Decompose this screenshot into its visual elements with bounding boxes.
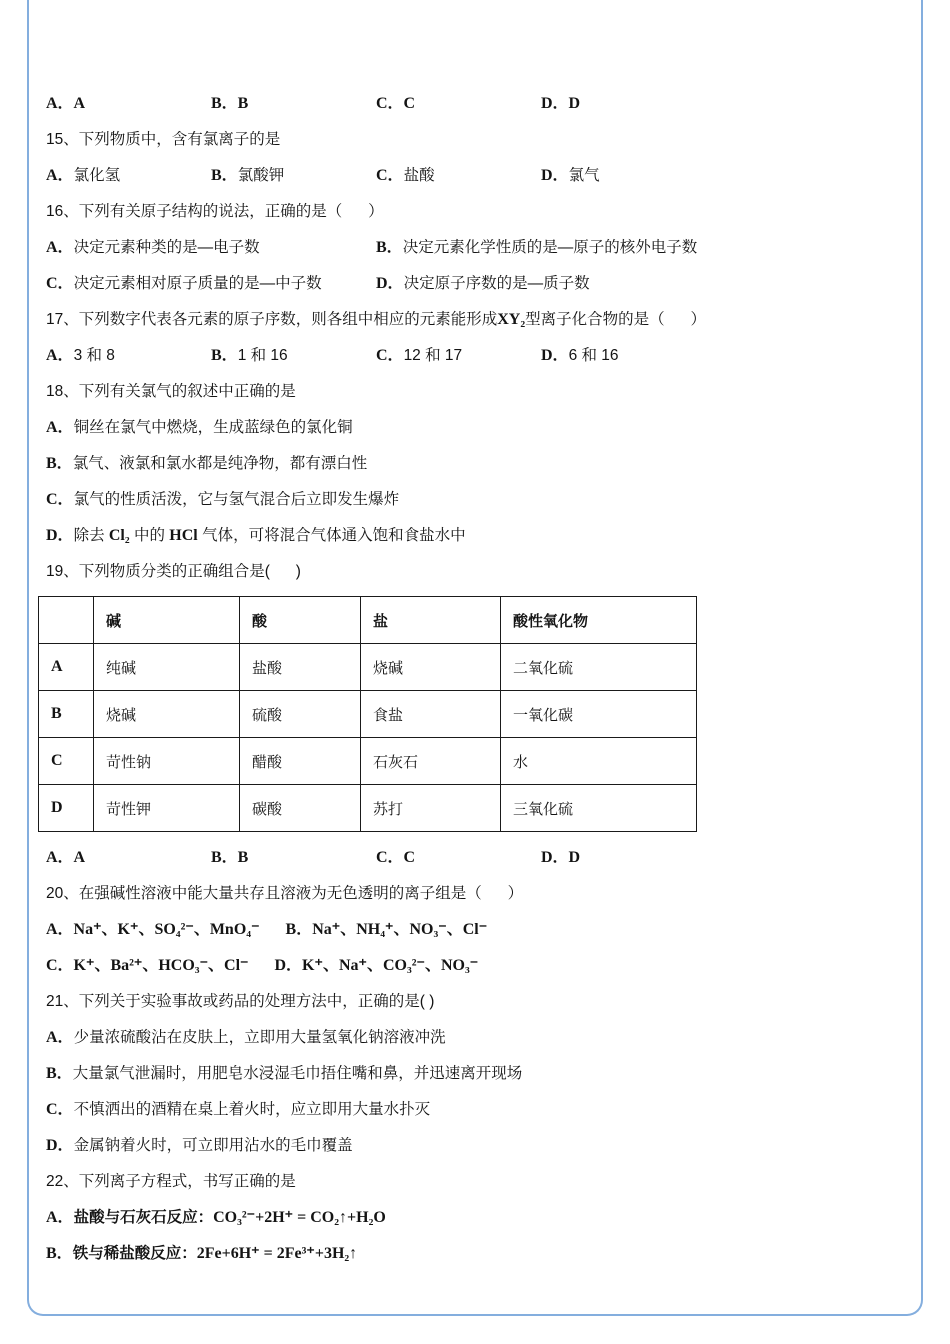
option [376,237,898,259]
table-row [39,691,697,738]
option [46,446,898,482]
option [46,847,211,869]
chemical-formula: C．C [376,849,416,867]
table-cell: 醋酸 [240,738,361,785]
chemical-formula: D． [541,167,569,185]
question-q15 [46,122,898,194]
text-run: 氯气的性质活泼，它与氢气混合后立即发生爆炸 [73,490,400,508]
chemical-formula: A． [46,167,74,185]
table-cell: 碳酸 [240,785,361,832]
text-run: 气体，可将混合气体通入饱和食盐水中 [197,526,466,544]
option [46,1200,898,1236]
chemical-formula: C． [376,347,404,365]
chemical-formula: B．B [211,849,249,867]
question-q21 [46,984,898,1164]
text-run: 决定原子序数的是—质子数 [403,275,590,293]
options-row [46,158,898,194]
text-run: 氯气 [568,167,600,185]
chemical-formula: HCl [169,527,198,545]
table-cell: 食盐 [361,691,501,738]
chemical-formula: B． [46,455,73,473]
question-q17 [46,302,898,374]
text-run: 1 和 16 [237,347,288,365]
option [376,93,541,115]
question-stem [46,122,898,158]
chemical-formula: C． [46,491,74,509]
text-run: 除去 [73,526,109,544]
table-header-cell: 酸 [240,597,361,644]
text-run: 少量浓硫酸沾在皮肤上，立即用大量氢氧化钠溶液冲洗 [73,1028,446,1046]
options-row [46,86,898,122]
chemical-formula: C． [376,167,404,185]
chemical-formula: B．Na⁺、NH₄⁺、NO₃⁻、Cl⁻ [285,921,488,939]
text-run: 氯化氢 [73,167,121,185]
table-cell: 盐酸 [240,644,361,691]
table-cell: 石灰石 [361,738,501,785]
question-q18 [46,374,898,554]
option [46,237,376,259]
table-header-cell: 酸性氧化物 [501,597,697,644]
table-cell: 纯碱 [94,644,240,691]
option [541,93,898,115]
chemical-formula: A．A [46,849,86,867]
table-cell: A [39,644,94,691]
option [46,273,376,295]
options-row [46,948,898,984]
option [376,165,541,187]
option [286,919,488,941]
option [46,1056,898,1092]
text-run: 中的 [129,526,170,544]
option [46,482,898,518]
chemical-formula: D．D [541,849,581,867]
table-cell: D [39,785,94,832]
option [541,345,898,367]
text-run: 16、下列有关原子结构的说法，正确的是（ ） [46,202,384,220]
option [46,345,211,367]
option [46,93,211,115]
text-run: 不慎洒出的酒精在桌上着火时，应立即用大量水扑灭 [73,1100,431,1118]
question-stem [46,302,898,338]
chemical-formula: B．B [211,95,249,113]
chemical-formula: A． [46,347,74,365]
text-run: 21、下列关于实验事故或药品的处理方法中，正确的是( ) [46,992,435,1010]
chemical-formula: D． [541,347,569,365]
option [211,93,376,115]
text-run: 15、下列物质中，含有氯离子的是 [46,130,281,148]
table-row [39,785,697,832]
option [376,273,898,295]
question-stem [46,194,898,230]
text-run: 型离子化合物的是（ ） [525,310,706,328]
chemical-formula: C． [46,275,74,293]
text-run: 19、下列物质分类的正确组合是( ) [46,562,301,580]
chemical-formula: Cl₂ [108,527,130,545]
option [46,1236,898,1272]
text-run: 氯酸钾 [237,167,285,185]
option [46,518,898,554]
question-q19 [46,554,898,876]
question-q16 [46,194,898,302]
chemical-formula: D．D [541,95,581,113]
question-q20 [46,876,898,984]
table-cell: 烧碱 [94,691,240,738]
table-cell: 苛性钾 [94,785,240,832]
text-run: 铜丝在氯气中燃烧，生成蓝绿色的氯化铜 [73,418,353,436]
chemical-formula: C．C [376,95,416,113]
table-cell: 苏打 [361,785,501,832]
option [46,1128,898,1164]
chemical-formula: B． [46,1065,73,1083]
option [46,165,211,187]
table-header-cell [39,597,94,644]
chemical-formula: B． [376,239,403,257]
question-stem [46,984,898,1020]
question-stem [46,554,898,590]
option [46,1020,898,1056]
text-run: 6 和 16 [568,347,619,365]
table-header-row [39,597,697,644]
chemical-formula: A．A [46,95,86,113]
table-cell: C [39,738,94,785]
text-run: 决定元素化学性质的是—原子的核外电子数 [402,239,698,257]
text-run: 18、下列有关氯气的叙述中正确的是 [46,382,296,400]
table-cell: 三氧化硫 [501,785,697,832]
text-run: 3 和 8 [73,347,115,365]
chemical-formula: D． [376,275,404,293]
chemical-formula: B． [211,347,238,365]
option [211,345,376,367]
option [541,165,898,187]
table-cell: 一氧化碳 [501,691,697,738]
text-run: 金属钠着火时，可立即用沾水的毛巾覆盖 [73,1136,353,1154]
text-run: 盐酸 [403,167,435,185]
options-row [46,230,898,266]
table-cell: 烧碱 [361,644,501,691]
chemical-formula: XY₂ [497,311,526,329]
chemical-formula: C． [46,1101,74,1119]
chemical-formula: A． [46,1029,74,1047]
table-row [39,644,697,691]
table-cell: 硫酸 [240,691,361,738]
chemical-formula: D． [46,1137,74,1155]
chemical-formula: C．K⁺、Ba²⁺、HCO₃⁻、Cl⁻ [46,957,249,975]
option [46,955,249,977]
text-run: 氯气、液氯和氯水都是纯净物，都有漂白性 [72,454,368,472]
text-run: 盐酸与石灰石反应： [73,1208,214,1226]
question-stem [46,1164,898,1200]
options-row [46,912,898,948]
option [211,165,376,187]
options-row [46,840,898,876]
text-run: 铁与稀盐酸反应： [72,1244,197,1262]
classification-table [38,596,697,832]
options-row [46,266,898,302]
option [46,919,260,941]
table-header-cell: 盐 [361,597,501,644]
option [541,847,898,869]
text-run: 决定元素相对原子质量的是—中子数 [73,275,322,293]
table-row [39,738,697,785]
chemical-formula: A． [46,239,74,257]
option [46,410,898,446]
text-run: 决定元素种类的是—电子数 [73,239,260,257]
table-cell: 水 [501,738,697,785]
chemical-formula: 2Fe+6H⁺ = 2Fe³⁺+3H₂↑ [196,1245,358,1263]
text-run: 20、在强碱性溶液中能大量共存且溶液为无色透明的离子组是（ ） [46,884,524,902]
chemical-formula: A． [46,419,74,437]
text-run: 22、下列离子方程式，书写正确的是 [46,1172,296,1190]
text-run: 17、下列数字代表各元素的原子序数，则各组中相应的元素能形成 [46,310,498,328]
question-prev-answer-row [46,86,898,122]
option [46,1092,898,1128]
table-cell: 二氧化硫 [501,644,697,691]
chemical-formula: B． [211,167,238,185]
text-run: 12 和 17 [403,347,463,365]
chemical-formula: D． [46,527,74,545]
chemical-formula: D．K⁺、Na⁺、CO₃²⁻、NO₃⁻ [274,957,479,975]
question-q22 [46,1164,898,1272]
option [376,847,541,869]
question-list [46,86,898,1272]
chemical-formula: A．Na⁺、K⁺、SO₄²⁻、MnO₄⁻ [46,921,260,939]
option [211,847,376,869]
question-stem [46,876,898,912]
chemical-formula: A． [46,1209,74,1227]
question-stem [46,374,898,410]
table-header-cell: 碱 [94,597,240,644]
table-cell: B [39,691,94,738]
option [376,345,541,367]
chemical-formula: B． [46,1245,73,1263]
text-run: 大量氯气泄漏时，用肥皂水浸湿毛巾捂住嘴和鼻，并迅速离开现场 [72,1064,523,1082]
chemical-formula: CO₃²⁻+2H⁺ = CO₂↑+H₂O [213,1209,386,1227]
option [275,955,479,977]
table-cell: 苛性钠 [94,738,240,785]
options-row [46,338,898,374]
